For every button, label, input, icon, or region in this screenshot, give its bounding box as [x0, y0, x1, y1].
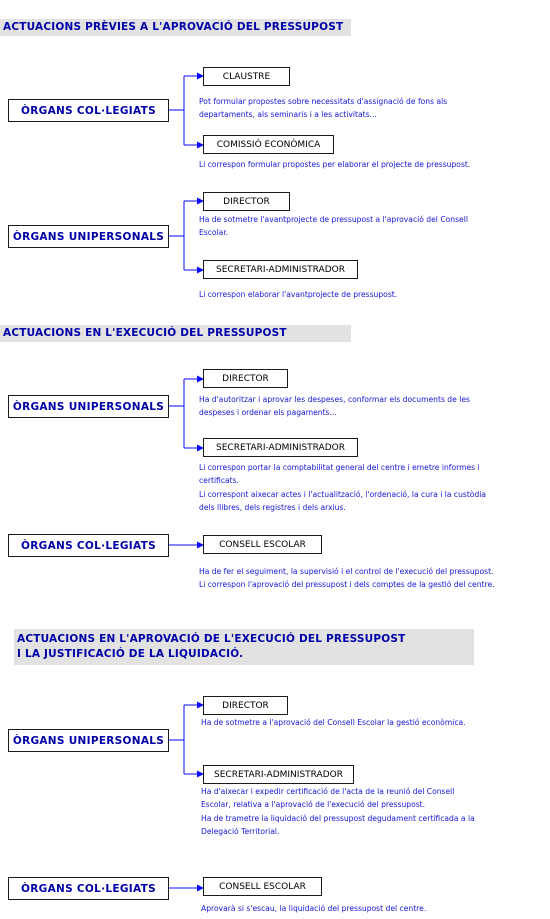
role-box-secretari-administrador [203, 260, 358, 279]
role-box-director [203, 369, 288, 388]
organ-box-collegiats [8, 534, 169, 557]
description-line: Escolar. [199, 228, 229, 238]
description-line: Li correspon portar la comptabilitat general del centre i emetre informes i [199, 463, 480, 472]
section-title [0, 325, 351, 342]
section-title [14, 629, 474, 665]
role-box-comissio-economica [203, 135, 334, 154]
description-line: Ha de trametre la liquidació del pressupost degudament certificada a la [201, 813, 475, 823]
role-label: SECRETARI-ADMINISTRADOR [214, 769, 343, 780]
role-label: DIRECTOR [222, 700, 269, 711]
role-description [201, 716, 466, 729]
description-line: Li correspon elaborar l'avantprojecte de pressupost. [199, 290, 398, 299]
role-label: SECRETARI-ADMINISTRADOR [216, 442, 345, 453]
role-box-director [203, 696, 288, 715]
role-label: CONSELL ESCOLAR [219, 881, 306, 892]
role-box-secretari-administrador [203, 765, 354, 784]
role-description [199, 213, 468, 240]
description-line: Ha de fer el seguiment, la supervisió i el control de l'execució del pressupost. [199, 567, 494, 576]
role-description [199, 461, 486, 514]
role-label: CONSELL ESCOLAR [219, 539, 306, 550]
description-line: certificats. [199, 476, 240, 486]
connector-trunk [169, 705, 184, 774]
role-label: DIRECTOR [222, 373, 269, 384]
role-description [199, 95, 447, 122]
section-title [0, 19, 351, 36]
organ-box-unipersonals [8, 225, 169, 248]
description-line: departaments, als seminaris i a les activitats... [199, 110, 377, 120]
description-line: Delegació Territorial. [201, 826, 280, 836]
description-line: Li correspon formular propostes per elaborar el projecte de pressupost. [199, 160, 471, 169]
role-description [201, 785, 475, 838]
organ-label: ÒRGANS COL·LEGIATS [21, 882, 156, 895]
description-line: Li correspon l'aprovació del pressupost i dels comptes de la gestió del centre. [199, 580, 495, 590]
connector-trunk [169, 201, 184, 270]
section-title-line: I LA JUSTIFICACIÓ DE LA LIQUIDACIÓ. [17, 648, 244, 660]
organ-label: ÒRGANS UNIPERSONALS [12, 734, 165, 747]
organ-box-collegiats [8, 99, 169, 122]
role-description [199, 158, 470, 171]
description-line: Pot formular propostes sobre necessitats d'assignació de fons als [199, 97, 448, 106]
organ-label: ÒRGANS COL·LEGIATS [21, 104, 156, 117]
role-label: CLAUSTRE [222, 71, 271, 82]
role-box-consell-escolar [203, 535, 322, 554]
organ-label: ÒRGANS COL·LEGIATS [21, 539, 156, 552]
role-box-secretari-administrador [203, 438, 358, 457]
section-title-line: ACTUACIONS EN L'APROVACIÓ DE L'EXECUCIÓ DEL PRESSUPOST [17, 633, 406, 645]
role-description [199, 565, 495, 592]
organ-label: ÒRGANS UNIPERSONALS [12, 400, 165, 413]
description-line: Escolar, relativa a l'aprovació de l'execució del pressupost. [201, 800, 426, 810]
description-line: Ha de sotmetre l'avantprojecte de pressupost a l'aprovació del Consell [199, 215, 468, 224]
description-line: Ha de sotmetre a l'aprovació del Consell Escolar la gestió econòmica. [201, 718, 466, 727]
connector-trunk [169, 76, 184, 145]
role-description [199, 288, 397, 301]
description-line: dels llibres, dels registres i dels arxius. [199, 502, 346, 512]
role-label: SECRETARI-ADMINISTRADOR [216, 264, 345, 275]
role-label: DIRECTOR [223, 196, 270, 207]
organ-label: ÒRGANS UNIPERSONALS [12, 230, 165, 243]
description-line: Li correspont aixecar actes i l'actualització, l'ordenació, la cura i la custòdia [199, 489, 487, 499]
description-line: Ha d'aixecar i expedir certificació de l'acta de la reunió del Consell [201, 787, 455, 796]
description-line: Ha d'autoritzar i aprovar les despeses, conformar els documents de les [199, 395, 470, 404]
role-description [201, 902, 426, 915]
organ-box-unipersonals [8, 395, 169, 418]
role-box-claustre [203, 67, 290, 86]
description-line: Aprovarà si s'escau, la liquidació del pressupost del centre. [201, 904, 427, 913]
role-box-consell-escolar [203, 877, 322, 896]
section-title-line: ACTUACIONS PRÈVIES A L'APROVACIÓ DEL PRESSUPOST [3, 21, 344, 33]
organ-box-unipersonals [8, 729, 169, 752]
organ-box-collegiats [8, 877, 169, 900]
role-description [199, 393, 470, 420]
description-line: despeses i ordenar els pagaments... [199, 408, 337, 418]
connector-trunk [169, 379, 184, 448]
role-box-director [203, 192, 290, 211]
section-title-line: ACTUACIONS EN L'EXECUCIÓ DEL PRESSUPOST [3, 327, 287, 339]
role-label: COMISSIÓ ECONÒMICA [216, 139, 321, 150]
